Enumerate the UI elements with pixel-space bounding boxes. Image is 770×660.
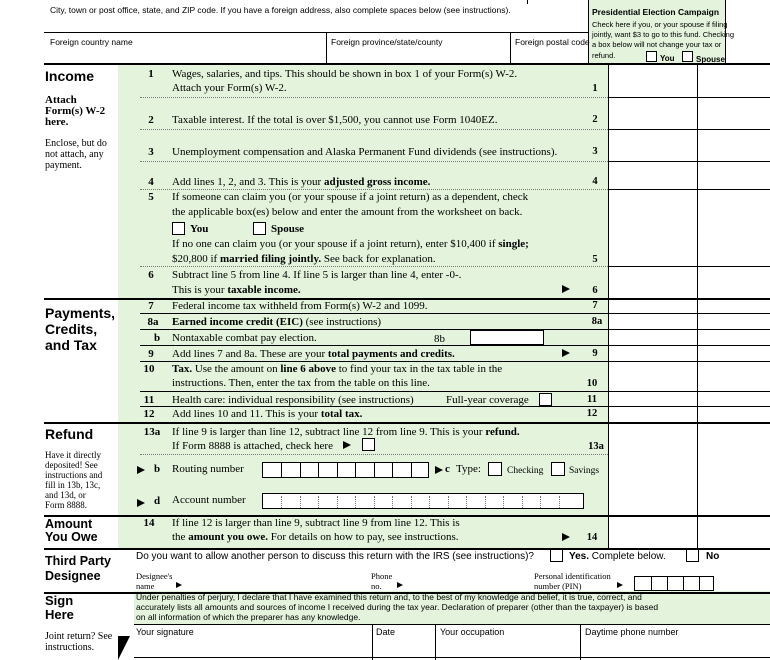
type-label: Type:	[456, 463, 481, 475]
line-11-coverage-label: Full-year coverage	[446, 394, 529, 406]
line-7-text: Federal income tax withheld from Form(s) W-2 and 1099.	[172, 300, 428, 312]
foreign-province-label: Foreign province/state/county	[331, 37, 443, 47]
line-11-num: 11	[143, 394, 155, 406]
designee-no-label: No	[706, 551, 720, 562]
line-12-amount[interactable]	[609, 407, 696, 422]
line-11-coverage-checkbox[interactable]	[539, 393, 552, 406]
line-13c-num: c	[445, 463, 450, 475]
line-14-arrow-icon	[562, 533, 570, 541]
line-5-text-d: $20,800 if married filing jointly. See back for explanation.	[172, 253, 436, 265]
line-8a-num: 8a	[147, 316, 159, 328]
designee-question: Do you want to allow another person to discuss this return with the IRS (see instructions)?	[136, 551, 534, 562]
line-6-box-num: 6	[592, 285, 598, 296]
line-8b-input[interactable]	[470, 330, 544, 345]
line-14-box-num: 14	[586, 532, 598, 543]
sign-title-2: Here	[45, 607, 74, 622]
line-12-text: Add lines 10 and 11. This is your total tax.	[172, 408, 363, 420]
city-label: City, town or post office, state, and ZIP code. If you have a foreign address, also complete spaces below (see instructions).	[50, 5, 511, 15]
line-4-box-num: 4	[592, 176, 598, 187]
line-8b-num: b	[153, 332, 161, 344]
line-12-num: 12	[143, 408, 155, 420]
line-7-num: 7	[148, 300, 154, 312]
designee-phone-arrow-icon	[397, 582, 403, 588]
line-2-text: Taxable interest. If the total is over $1,500, you cannot use Form 1040EZ.	[172, 114, 498, 126]
line-5-you-checkbox[interactable]	[172, 222, 185, 235]
campaign-text-4: refund.	[592, 51, 616, 60]
designee-name-label-1: Designee's	[136, 571, 173, 581]
line-2-num: 2	[148, 114, 154, 126]
refund-side-5: and 13d, or	[45, 490, 86, 500]
signature-label: Your signature	[136, 627, 194, 637]
joint-return-2: instructions.	[45, 642, 95, 653]
line-5-box-num: 5	[592, 254, 598, 265]
line-5-num: 5	[148, 191, 154, 203]
refund-side-1: Have it directly	[45, 450, 101, 460]
account-number-input[interactable]	[262, 493, 584, 509]
line-10-amount[interactable]	[609, 362, 696, 391]
line-1-box-num: 1	[592, 83, 598, 94]
designee-phone-input[interactable]	[407, 572, 527, 589]
campaign-spouse-label: Spouse	[696, 55, 725, 64]
line-9-amount[interactable]	[609, 346, 696, 361]
line-13a-text-a: If line 9 is larger than line 12, subtract line 12 from line 9. This is your refund.	[172, 426, 520, 438]
owe-title-1: Amount	[45, 517, 93, 531]
line-13a-num: 13a	[143, 426, 161, 438]
refund-title: Refund	[45, 426, 94, 442]
campaign-text-2: jointly, want $3 to go to this fund. Checking	[592, 30, 735, 39]
line-1-amount[interactable]	[609, 64, 696, 97]
designee-yes-checkbox[interactable]	[550, 549, 563, 562]
line-13a-arrow-icon	[343, 441, 351, 449]
line-5-text-b: the applicable box(es) below and enter the amount from the worksheet on back.	[172, 206, 523, 218]
enclose-1: Enclose, but do	[45, 138, 107, 149]
enclose-2: not attach, any	[45, 149, 104, 160]
designee-phone-label-2: no.	[371, 581, 382, 591]
line-5-text-c: If no one can claim you (or your spouse if a joint return), enter $10,400 if single;	[172, 238, 529, 250]
line-2-box-num: 2	[592, 114, 598, 125]
line-5-amount[interactable]	[609, 190, 696, 266]
designee-pin-label-1: Personal identification	[534, 571, 611, 581]
line-13a-box-num: 13a	[588, 441, 604, 452]
perjury-1: Under penalties of perjury, I declare that I have examined this return and, to the best of my knowledge and belief, it is true, correct, and	[136, 592, 642, 602]
joint-return-1: Joint return? See	[45, 631, 113, 642]
line-5-spouse-checkbox[interactable]	[253, 222, 266, 235]
refund-side-2: deposited! See	[45, 460, 98, 470]
line-14-text-b: the amount you owe. For details on how to pay, see instructions.	[172, 531, 459, 543]
phone-label: Daytime phone number	[585, 627, 679, 637]
routing-number-input[interactable]	[262, 462, 429, 478]
line-8b-box-label: 8b	[434, 333, 445, 345]
perjury-3: on all information of which the preparer has any knowledge.	[136, 612, 361, 622]
refund-side-3: instructions and	[45, 470, 103, 480]
designee-phone-label-1: Phone	[371, 571, 393, 581]
payments-title-2: Credits,	[45, 321, 98, 337]
line-4-num: 4	[148, 176, 154, 188]
line-11-box-num: 11	[587, 394, 597, 405]
routing-label: Routing number	[172, 463, 244, 475]
line-5-you-label: You	[190, 223, 209, 235]
line-9-box-num: 9	[592, 348, 598, 359]
line-4-text: Add lines 1, 2, and 3. This is your adjusted gross income.	[172, 176, 431, 188]
account-label: Account number	[172, 494, 246, 506]
line-9-text: Add lines 7 and 8a. These are your total payments and credits.	[172, 348, 455, 360]
line-4-amount[interactable]	[609, 162, 696, 189]
campaign-text-3: a box below will not change your tax or	[592, 40, 722, 49]
date-label: Date	[376, 627, 396, 637]
designee-yes-label: Yes. Complete below.	[569, 551, 666, 562]
line-2-amount[interactable]	[609, 98, 696, 129]
designee-name-label-2: name	[136, 581, 155, 591]
line-13b-num: b	[153, 463, 161, 475]
line-5-spouse-label: Spouse	[271, 223, 305, 235]
refund-side-4: fill in 13b, 13c,	[45, 480, 101, 490]
attach-2: Form(s) W-2	[45, 105, 106, 117]
line-9-arrow-icon	[562, 349, 570, 357]
attach-1: Attach	[45, 94, 77, 106]
owe-title-2: You Owe	[45, 530, 98, 544]
refund-side-6: Form 8888.	[45, 500, 88, 510]
payments-title-3: and Tax	[45, 337, 97, 353]
line-8b-text: Nontaxable combat pay election.	[172, 332, 317, 344]
line-7-amount[interactable]	[609, 299, 696, 313]
savings-checkbox[interactable]	[551, 462, 565, 476]
occupation-label: Your occupation	[440, 627, 505, 637]
line-3-text: Unemployment compensation and Alaska Permanent Fund dividends (see instructions).	[172, 146, 558, 158]
checking-checkbox[interactable]	[488, 462, 502, 476]
line-10-box-num: 10	[586, 378, 598, 389]
campaign-you-label: You	[660, 54, 675, 63]
line-11-amount[interactable]	[609, 392, 696, 406]
line-1-num: 1	[148, 68, 154, 80]
line-14-text-a: If line 12 is larger than line 9, subtract line 9 from line 12. This is	[172, 517, 460, 529]
income-title: Income	[45, 68, 95, 84]
campaign-title: Presidential Election Campaign	[592, 7, 720, 17]
line-13a-amount[interactable]	[609, 423, 696, 454]
line-12-box-num: 12	[586, 408, 598, 419]
designee-title-2: Designee	[45, 569, 101, 583]
line-13a-text-b: If Form 8888 is attached, check here	[172, 440, 333, 452]
enclose-3: payment.	[45, 160, 82, 171]
joint-return-arrow-icon	[118, 636, 130, 660]
campaign-spouse-checkbox[interactable]	[682, 51, 693, 62]
line-5-text-a: If someone can claim you (or your spouse if a joint return) as a dependent, check	[172, 191, 529, 203]
line-1-text-b: Attach your Form(s) W-2.	[172, 82, 287, 94]
line-3-amount[interactable]	[609, 130, 696, 161]
line-14-amount[interactable]	[609, 516, 696, 547]
line-8a-box-num: 8a	[591, 316, 603, 327]
line-9-num: 9	[148, 348, 154, 360]
date-input[interactable]	[375, 637, 434, 655]
line-6-num: 6	[148, 269, 154, 281]
line-7-box-num: 7	[592, 300, 598, 311]
campaign-you-checkbox[interactable]	[646, 51, 657, 62]
designee-pin-input[interactable]	[634, 576, 714, 591]
designee-pin-arrow-icon	[617, 582, 623, 588]
line-10-num: 10	[143, 363, 155, 375]
line-6-arrow-icon	[562, 285, 570, 293]
occupation-input[interactable]	[438, 637, 578, 655]
line-14-num: 14	[143, 517, 155, 529]
line-6-text-b: This is your taxable income.	[172, 284, 301, 296]
line-3-num: 3	[148, 146, 154, 158]
payments-title-1: Payments,	[45, 305, 116, 321]
line-13d-num: d	[153, 495, 161, 507]
line-6-amount[interactable]	[609, 267, 696, 297]
campaign-text-1: Check here if you, or your spouse if filing	[592, 20, 728, 29]
sign-title-1: Sign	[45, 593, 74, 608]
phone-input[interactable]	[583, 637, 768, 655]
designee-name-arrow-icon	[176, 582, 182, 588]
line-13c-arrow-icon	[435, 466, 443, 474]
designee-name-input[interactable]	[186, 572, 368, 589]
checking-label: Checking	[507, 466, 544, 476]
line-10-text-b: instructions. Then, enter the tax from the table on this line.	[172, 377, 430, 389]
line-3-box-num: 3	[592, 146, 598, 157]
line-10-text-a: Tax. Use the amount on line 6 above to find your tax in the tax table in the	[172, 363, 503, 375]
line-8a-amount[interactable]	[609, 314, 696, 329]
line-8a-text: Earned income credit (EIC) (see instructions)	[172, 316, 382, 328]
form-8888-checkbox[interactable]	[362, 438, 375, 451]
savings-label: Savings	[569, 466, 600, 476]
designee-no-checkbox[interactable]	[686, 549, 699, 562]
line-1-text-a: Wages, salaries, and tips. This should be shown in box 1 of your Form(s) W-2.	[172, 68, 518, 80]
designee-title-1: Third Party	[45, 554, 111, 568]
line-6-text-a: Subtract line 5 from line 4. If line 5 is larger than line 4, enter -0-.	[172, 269, 462, 281]
designee-pin-label-2: number (PIN)	[534, 581, 582, 591]
perjury-2: accurately lists all amounts and sources of income I received during the tax year. Declaration of preparer (other than the taxpayer) is based	[136, 602, 659, 612]
line-11-text: Health care: individual responsibility (see instructions)	[172, 394, 414, 406]
foreign-country-label: Foreign country name	[50, 37, 133, 47]
attach-3: here.	[45, 116, 69, 128]
signature-input[interactable]	[135, 637, 371, 655]
foreign-postal-label: Foreign postal code	[515, 37, 590, 47]
